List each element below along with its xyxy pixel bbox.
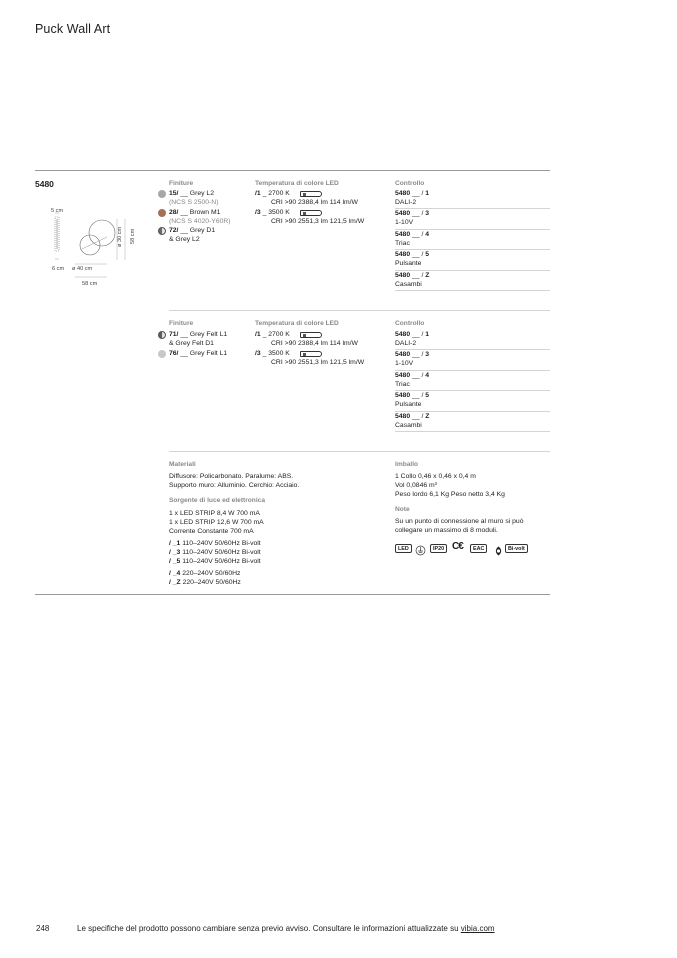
finish-ncs: (NCS S 4020-Y60R) [169, 218, 231, 225]
row-divider [395, 390, 550, 391]
finish-sub: & Grey Felt D1 [169, 340, 214, 347]
finish-sub: & Grey L2 [169, 236, 200, 243]
class-ii-icon [415, 543, 426, 554]
control-code: 5480 __ / 3 [395, 351, 430, 358]
dimmable-icon [494, 543, 503, 553]
control-code: 5480 __ / Z [395, 413, 430, 420]
control-label: Triac [395, 381, 410, 388]
control-code: 5480 __ / 4 [395, 372, 430, 379]
control-heading: Controllo [395, 320, 425, 327]
swatch-grey-felt-l1 [158, 350, 166, 358]
control-label: Pulsante [395, 260, 422, 267]
footer-disclaimer: Le specifiche del prodotto possono cambiare senza previo avviso. Consultare le informazioni attualizzate su vibia.com [77, 924, 495, 933]
finish-code: 15/ __ Grey L2 [169, 190, 214, 197]
section-divider [169, 451, 550, 452]
control-label: 1-10V [395, 360, 414, 367]
section-divider [35, 170, 550, 171]
control-code: 5480 __ / 5 [395, 392, 430, 399]
section-divider [35, 594, 550, 595]
led-strip-icon [300, 191, 322, 197]
control-code: 5480 __ / 3 [395, 210, 430, 217]
dimension-total-height: 58 cm [130, 228, 136, 244]
driver-line: / _5 110–240V 50/60Hz Bi-volt [169, 558, 261, 565]
finish-ncs: (NCS S 2500-N) [169, 199, 219, 206]
row-divider [395, 411, 550, 412]
source-line: Corrente Constante 700 mA [169, 528, 254, 535]
finishes-heading: Finiture [169, 320, 194, 327]
page-number: 248 [36, 924, 50, 933]
temp-spec: CRI >90 2551,3 lm 121,5 lm/W [271, 359, 365, 366]
ip20-badge: IP20 [430, 544, 447, 553]
temp-spec: CRI >90 2388,4 lm 114 lm/W [271, 340, 358, 347]
temp-option: /3 _ 3500 K [255, 350, 290, 357]
product-drawing [35, 205, 130, 290]
dimension-drawing [35, 205, 130, 290]
packaging-line: 1 Collo 0,46 x 0,46 x 0,4 m [395, 473, 476, 480]
driver-line: / _Z 220–240V 50/60Hz [169, 579, 241, 586]
temperature-heading: Temperatura di colore LED [255, 180, 339, 187]
packaging-line: Vol 0,0846 m³ [395, 482, 437, 489]
control-code: 5480 __ / 1 [395, 331, 430, 338]
temp-option: /3 _ 3500 K [255, 209, 290, 216]
swatch-grey-l2 [158, 190, 166, 198]
row-divider [395, 290, 550, 291]
light-source-heading: Sorgente di luce ed elettronica [169, 497, 265, 504]
materials-heading: Materiali [169, 461, 196, 468]
temperature-heading: Temperatura di colore LED [255, 320, 339, 327]
source-line: 1 x LED STRIP 8,4 W 700 mA [169, 510, 260, 517]
packaging-heading: Imballo [395, 461, 419, 468]
row-divider [395, 229, 550, 230]
row-divider [395, 431, 550, 432]
dimension-small-height: ø 30 cm [117, 226, 123, 247]
finish-code: 76/ __ Grey Felt L1 [169, 350, 228, 357]
led-strip-icon [300, 210, 322, 216]
row-divider [395, 349, 550, 350]
ce-mark-icon: C€ [452, 541, 463, 552]
row-divider [395, 270, 550, 271]
bi-volt-badge: Bi-volt [505, 544, 528, 553]
eac-badge: EAC [470, 544, 487, 553]
temp-option: /1 _ 2700 K [255, 190, 290, 197]
dimension-depth: 5 cm [51, 208, 64, 214]
notes-heading: Note [395, 506, 410, 513]
packaging-line: Peso lordo 6,1 Kg Peso netto 3,4 Kg [395, 491, 505, 498]
dimension-projection: 6 cm [52, 266, 65, 272]
notes-line: Su un punto di connessione al muro si può [395, 518, 524, 525]
product-code: 5480 [35, 179, 54, 189]
control-label: DALI-2 [395, 199, 417, 206]
website-link[interactable]: vibia.com [460, 924, 495, 933]
control-label: 1-10V [395, 219, 414, 226]
row-divider [395, 370, 550, 371]
control-label: Casambi [395, 422, 422, 429]
led-strip-icon [300, 351, 322, 357]
notes-line: collegare un massimo di 8 moduli. [395, 527, 498, 534]
dimension-total-width: 58 cm [82, 281, 98, 287]
page-title: Puck Wall Art [35, 22, 111, 36]
control-label: Triac [395, 240, 410, 247]
temp-spec: CRI >90 2388,4 lm 114 lm/W [271, 199, 358, 206]
led-badge: LED [395, 544, 412, 553]
led-strip-icon [300, 332, 322, 338]
control-label: Casambi [395, 281, 422, 288]
swatch-grey-d1 [158, 227, 166, 235]
driver-line: / _3 110–240V 50/60Hz Bi-volt [169, 549, 261, 556]
control-code: 5480 __ / Z [395, 272, 430, 279]
finish-code: 72/ __ Grey D1 [169, 227, 216, 234]
temp-spec: CRI >90 2551,3 lm 121,5 lm/W [271, 218, 365, 225]
control-label: Pulsante [395, 401, 422, 408]
control-code: 5480 __ / 1 [395, 190, 430, 197]
swatch-grey-felt-split [158, 331, 166, 339]
control-label: DALI-2 [395, 340, 417, 347]
row-divider [395, 208, 550, 209]
swatch-brown-m1 [158, 209, 166, 217]
materials-line: Supporto muro: Alluminio. Cerchio: Acciaio. [169, 482, 300, 489]
section-divider [169, 310, 550, 311]
finish-code: 71/ __ Grey Felt L1 [169, 331, 228, 338]
dimension-small-diameter: ø 40 cm [72, 266, 93, 272]
driver-line: / _4 220–240V 50/60Hz [169, 570, 241, 577]
materials-line: Diffusore: Policarbonato. Paralume: ABS. [169, 473, 294, 480]
temp-option: /1 _ 2700 K [255, 331, 290, 338]
source-line: 1 x LED STRIP 12,6 W 700 mA [169, 519, 264, 526]
finish-code: 28/ __ Brown M1 [169, 209, 221, 216]
row-divider [395, 249, 550, 250]
driver-line: / _1 110–240V 50/60Hz Bi-volt [169, 540, 261, 547]
control-code: 5480 __ / 4 [395, 231, 430, 238]
control-code: 5480 __ / 5 [395, 251, 430, 258]
control-heading: Controllo [395, 180, 425, 187]
finishes-heading: Finiture [169, 180, 194, 187]
